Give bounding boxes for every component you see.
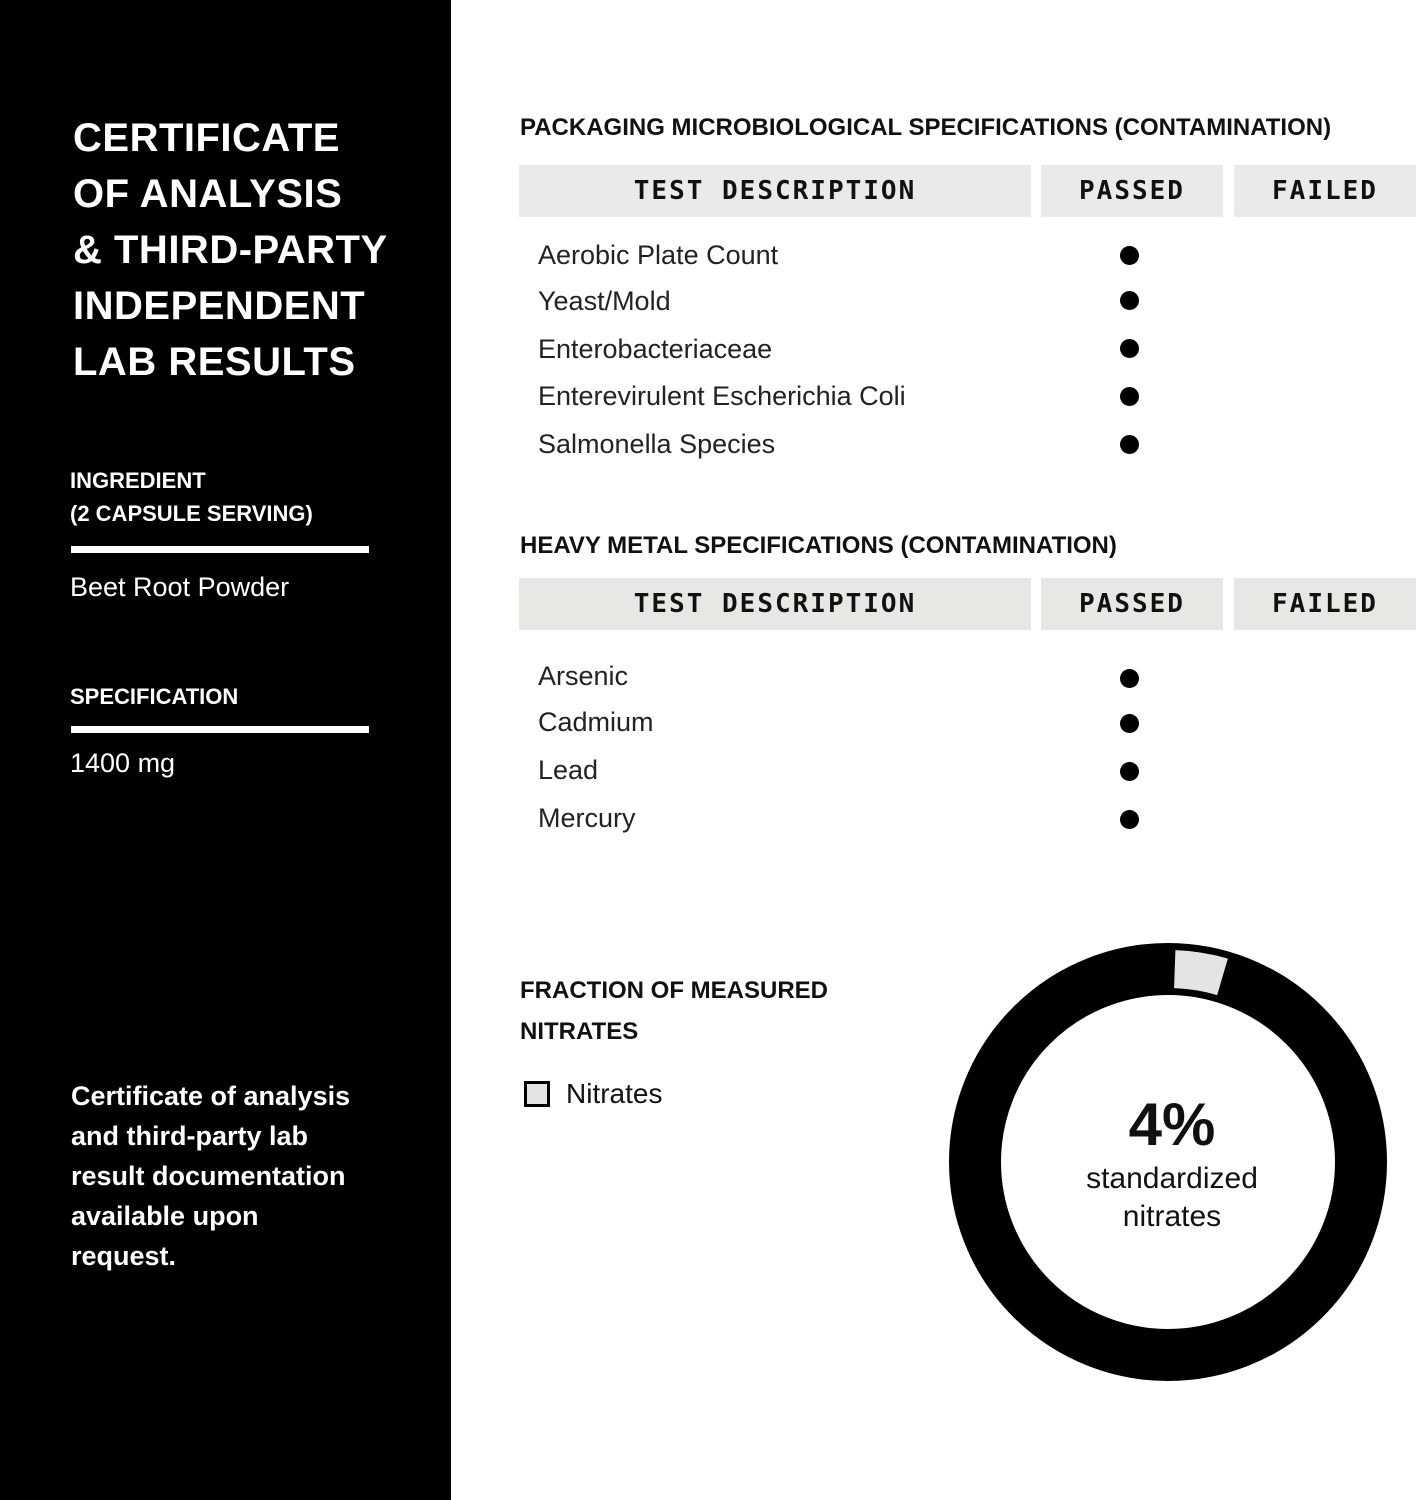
sidebar xyxy=(0,0,451,1500)
test-row-label: Lead xyxy=(538,755,599,785)
donut-caption-line: standardized xyxy=(1086,1162,1258,1195)
header-passed: PASSED xyxy=(1041,578,1223,630)
title-line: & THIRD-PARTY xyxy=(73,228,388,272)
note-line: Certificate of analysis xyxy=(71,1081,351,1111)
test-row-label: Aerobic Plate Count xyxy=(538,240,779,270)
test-row-label: Enterevirulent Escherichia Coli xyxy=(538,381,906,411)
passed-dot xyxy=(1120,714,1139,733)
ingredient-label-line: (2 CAPSULE SERVING) xyxy=(70,501,313,526)
certificate-title xyxy=(73,110,388,390)
header-test-description: TEST DESCRIPTION xyxy=(519,578,1031,630)
passed-dot xyxy=(1120,762,1139,781)
test-row-label: Yeast/Mold xyxy=(538,286,671,316)
header-failed: FAILED xyxy=(1234,165,1416,217)
note-line: available upon xyxy=(71,1201,259,1231)
test-row-label: Mercury xyxy=(538,803,636,833)
ingredient-label-line: INGREDIENT xyxy=(70,468,206,493)
heavy-metal-title: HEAVY METAL SPECIFICATIONS (CONTAMINATION) xyxy=(520,532,1117,559)
percent-label: 4% xyxy=(1128,1091,1216,1158)
title-line: LAB RESULTS xyxy=(73,340,356,384)
passed-dot xyxy=(1120,810,1139,829)
note-line: and third-party lab xyxy=(71,1121,309,1151)
donut-caption-line: nitrates xyxy=(1122,1200,1222,1233)
specification-value: 1400 mg xyxy=(70,748,176,778)
passed-dot xyxy=(1120,339,1139,358)
availability-note xyxy=(71,1076,411,1276)
title-line: CERTIFICATE xyxy=(73,116,340,160)
ingredient-label xyxy=(70,464,313,530)
header-passed: PASSED xyxy=(1041,165,1223,217)
passed-dot xyxy=(1120,435,1139,454)
passed-dot xyxy=(1120,291,1139,310)
note-line: request. xyxy=(71,1241,177,1271)
nitrates-title-line: NITRATES xyxy=(520,1018,639,1045)
specification-label: SPECIFICATION xyxy=(70,684,239,709)
donut-center xyxy=(1002,1090,1342,1236)
note-line: result documentation xyxy=(71,1161,346,1191)
test-row-label: Arsenic xyxy=(538,661,629,691)
header-failed: FAILED xyxy=(1234,578,1416,630)
legend-swatch xyxy=(524,1081,550,1107)
title-line: OF ANALYSIS xyxy=(73,172,343,216)
passed-dot xyxy=(1120,246,1139,265)
nitrates-title-line: FRACTION OF MEASURED xyxy=(520,977,828,1004)
ingredient-divider xyxy=(71,546,369,553)
test-row-label: Salmonella Species xyxy=(538,429,776,459)
test-row-label: Cadmium xyxy=(538,707,654,737)
legend-label: Nitrates xyxy=(566,1078,663,1109)
header-test-description: TEST DESCRIPTION xyxy=(519,165,1031,217)
nitrates-title xyxy=(520,970,828,1052)
ingredient-value: Beet Root Powder xyxy=(70,572,290,602)
microbiological-title: PACKAGING MICROBIOLOGICAL SPECIFICATIONS (CONTAMINATION) xyxy=(520,114,1332,141)
passed-dot xyxy=(1120,669,1139,688)
test-row-label: Enterobacteriaceae xyxy=(538,334,773,364)
title-line: INDEPENDENT xyxy=(73,284,366,328)
specification-divider xyxy=(71,726,369,733)
passed-dot xyxy=(1120,387,1139,406)
